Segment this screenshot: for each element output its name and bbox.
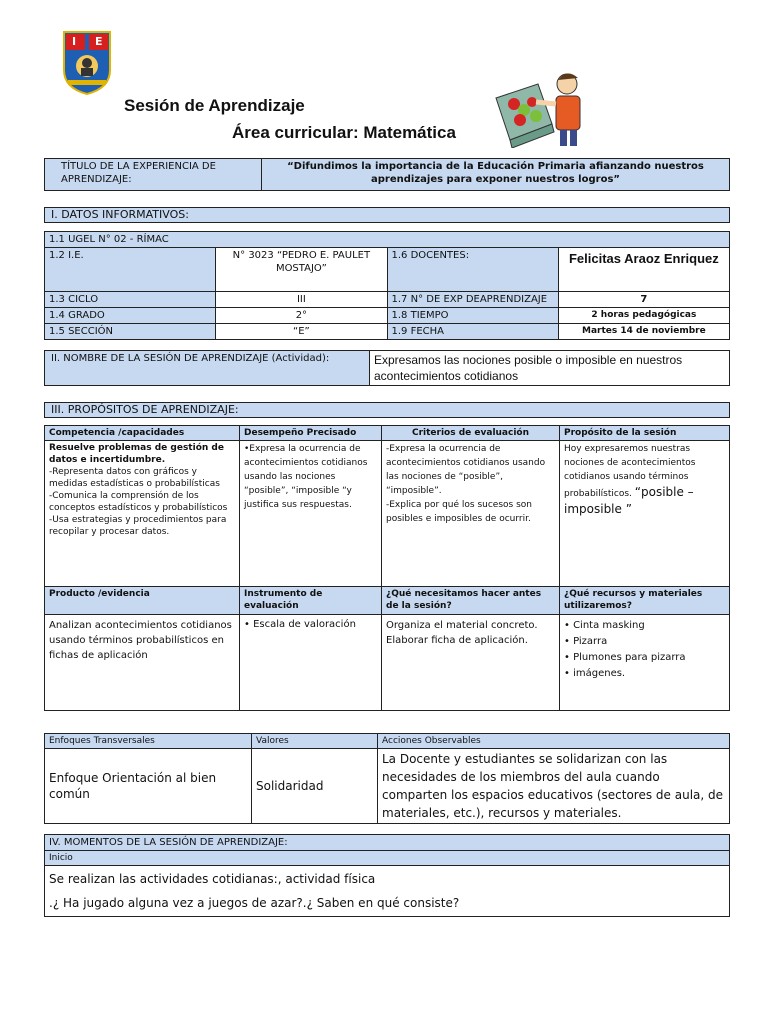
seccion-value: “E”: [216, 324, 387, 340]
recurso-item: • Plumones para pizarra: [564, 652, 686, 663]
col-competencia: Competencia /capacidades: [45, 426, 240, 441]
enfoques-table: [44, 733, 730, 824]
propositos-heading: III. PROPÓSITOS DE APRENDIZAJE:: [44, 402, 730, 418]
ugel-cell: 1.1 UGEL N° 02 - RÍMAC: [45, 232, 730, 248]
page-title: Sesión de Aprendizaje: [124, 96, 305, 115]
instrumento-text: • Escala de valoración: [240, 615, 382, 711]
ciclo-value: III: [216, 292, 387, 308]
proposito-highlight: “posible – imposible ”: [564, 485, 694, 516]
experience-title: “Difundimos la importancia de la Educación Primaria afianzando nuestros aprendizajes para exponer nuestros logros”: [262, 159, 730, 191]
propositos-table: [44, 425, 730, 711]
area-title: Área curricular: Matemática: [232, 123, 456, 142]
desempeno-text: •Expresa la ocurrencia de acontecimientos cotidianos usando las nociones “posible”, “imposible “y justifica sus respuestas.: [240, 441, 382, 587]
recurso-item: • Pizarra: [564, 636, 608, 647]
session-name-table: [44, 350, 730, 386]
fecha-label: 1.9 FECHA: [387, 324, 558, 340]
col-proposito: Propósito de la sesión: [560, 426, 730, 441]
logo-letter-i: I: [72, 35, 77, 48]
col-enfoques: Enfoques Transversales: [45, 734, 252, 749]
ie-value: N° 3023 “PEDRO E. PAULET MOSTAJO”: [216, 248, 387, 292]
producto-text: Analizan acontecimientos cotidianos usando términos probabilísticos en fichas de aplicación: [45, 615, 240, 711]
grado-value: 2°: [216, 308, 387, 324]
session-name-label: II. NOMBRE DE LA SESIÓN DE APRENDIZAJE (Actividad):: [45, 351, 370, 386]
col-valores: Valores: [252, 734, 378, 749]
competencia-item: -Usa estrategias y procedimientos para recopilar y procesar datos.: [49, 515, 227, 537]
inicio-line: Se realizan las actividades cotidianas:, actividad física: [49, 872, 376, 886]
antes-item: Elaborar ficha de aplicación.: [386, 635, 528, 646]
ciclo-label: 1.3 CICLO: [45, 292, 216, 308]
col-acciones: Acciones Observables: [378, 734, 730, 749]
session-name-value: Expresamos las nociones posible o imposible en nuestros acontecimientos cotidianos: [370, 351, 730, 386]
competencia-item: -Representa datos con gráficos y medidas estadísticas o probabilísticas: [49, 467, 220, 489]
acciones-text: La Docente y estudiantes se solidarizan con las necesidades de los miembros del aula cuando comparten los espacios educativos (sectores de aula, de materiales, etc.), recursos y materiales.: [378, 749, 730, 824]
momentos-table: [44, 834, 730, 917]
docentes-value: Felicitas Araoz Enriquez: [558, 248, 729, 292]
enfoque-text: Enfoque Orientación al bien común: [45, 749, 252, 824]
col-recursos: ¿Qué recursos y materiales utilizaremos?: [560, 587, 730, 615]
tiempo-label: 1.8 TIEMPO: [387, 308, 558, 324]
col-desempeno: Desempeño Precisado: [240, 426, 382, 441]
grado-label: 1.4 GRADO: [45, 308, 216, 324]
criterio-item: -Expresa la ocurrencia de acontecimientos cotidianos usando las nociones de “posible”, “imposible”.: [386, 444, 546, 496]
experience-label: TÍTULO DE LA EXPERIENCIA DE APRENDIZAJE:: [45, 159, 262, 191]
competencia-item: -Comunica la comprensión de los conceptos estadísticos y probabilísticos: [49, 491, 228, 513]
col-producto: Producto /evidencia: [45, 587, 240, 615]
inicio-question: .¿ Ha jugado alguna vez a juegos de azar?.¿ Saben en qué consiste?: [49, 896, 460, 910]
datos-heading: I. DATOS INFORMATIVOS:: [44, 207, 730, 223]
proposito-text: Hoy expresaremos nuestras nociones de acontecimientos cotidianos usando términos probabilísticos.: [564, 444, 696, 499]
inicio-label: Inicio: [45, 851, 730, 866]
logo-letter-e: E: [95, 35, 103, 48]
child-fruit-box-illustration: [492, 68, 590, 148]
recurso-item: • imágenes.: [564, 668, 626, 679]
col-antes: ¿Qué necesitamos hacer antes de la sesión?: [382, 587, 560, 615]
tiempo-value: 2 horas pedagógicas: [558, 308, 729, 324]
valor-text: Solidaridad: [252, 749, 378, 824]
fecha-value: Martes 14 de noviembre: [558, 324, 729, 340]
recurso-item: • Cinta masking: [564, 620, 645, 631]
col-instrumento: Instrumento de evaluación: [240, 587, 382, 615]
ie-label: 1.2 I.E.: [45, 248, 216, 292]
docentes-label: 1.6 DOCENTES:: [387, 248, 558, 292]
col-criterios: Criterios de evaluación: [382, 426, 560, 441]
experience-table: [44, 158, 730, 191]
competencia-title: Resuelve problemas de gestión de datos e incertidumbre.: [49, 443, 224, 465]
exp-value: 7: [558, 292, 729, 308]
datos-table: [44, 231, 730, 340]
antes-item: Organiza el material concreto.: [386, 620, 538, 631]
criterio-item: -Explica por qué los sucesos son posibles e imposibles de ocurrir.: [386, 500, 532, 524]
exp-label: 1.7 N° DE EXP DEAPRENDIZAJE: [387, 292, 558, 308]
momentos-heading: IV. MOMENTOS DE LA SESIÓN DE APRENDIZAJE:: [45, 835, 730, 851]
school-logo: [62, 30, 112, 96]
seccion-label: 1.5 SECCIÓN: [45, 324, 216, 340]
